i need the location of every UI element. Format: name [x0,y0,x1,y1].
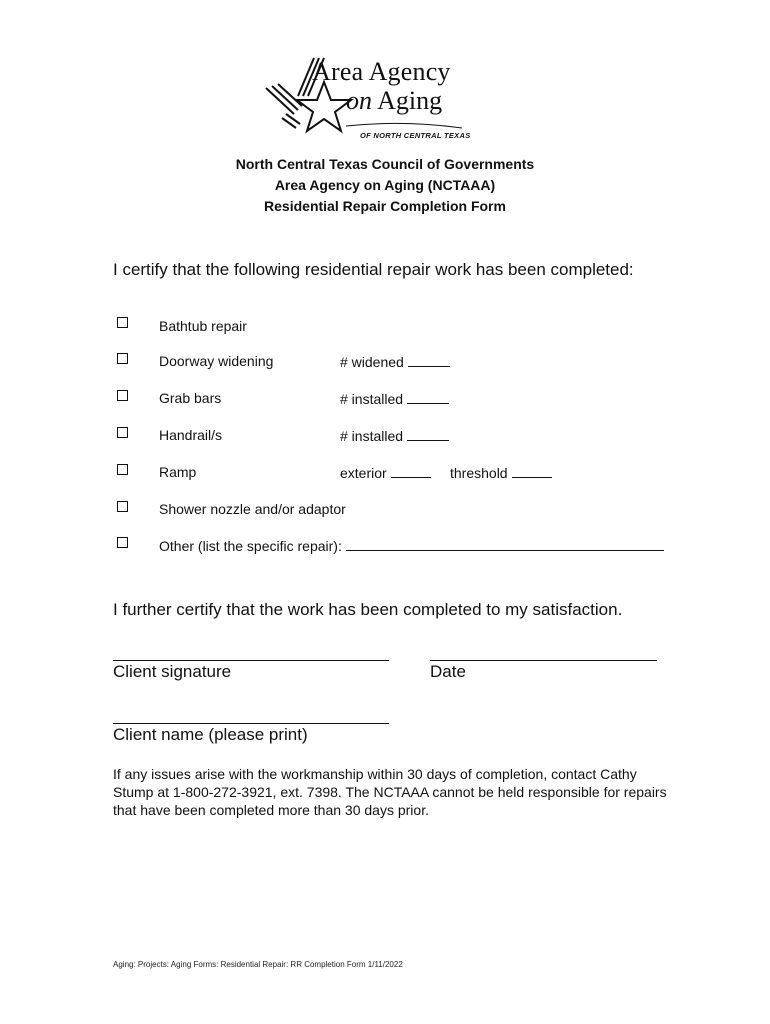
checklist-item-ramp [0,464,770,486]
other-checkbox[interactable] [117,537,128,548]
count-field-group [340,390,449,407]
doorway-checkbox[interactable] [117,353,128,364]
ramp-checkbox[interactable] [117,464,128,475]
threshold-label: threshold [450,465,508,481]
agency-logo [262,56,476,142]
installed-blank[interactable] [407,390,449,404]
form-header [0,154,770,217]
logo-on: on [346,86,372,115]
installed-blank[interactable] [407,427,449,441]
date-line[interactable] [430,660,657,661]
item-label: Bathtub repair [159,318,247,334]
bathtub-checkbox[interactable] [117,317,128,328]
agency-name: Area Agency on Aging (NCTAAA) [274,177,496,193]
installed-label: # installed [340,428,404,444]
certify-statement: I certify that the following residential repair work has been completed: [113,260,634,279]
client-name-label: Client name (please print) [113,725,308,744]
org-name: North Central Texas Council of Governments [235,156,535,172]
satisfaction-statement: I further certify that the work has been completed to my satisfaction. [113,600,623,619]
item-label: Handrail/s [159,427,223,443]
logo-title: Area Agency [312,57,451,86]
checklist-item-bathtub [0,317,770,339]
widened-blank[interactable] [408,353,450,367]
grab-bars-checkbox[interactable] [117,390,128,401]
installed-label: # installed [340,391,404,407]
logo-tagline: OF NORTH CENTRAL TEXAS [360,131,471,140]
checklist-item-handrails [0,427,770,449]
exterior-blank[interactable] [391,464,431,478]
exterior-field-group [340,464,431,481]
logo-aging: Aging [377,86,443,115]
item-label: Grab bars [159,390,222,406]
client-signature-label: Client signature [113,662,232,681]
checklist-item-grab-bars [0,390,770,412]
footer-path: Aging: Projects: Aging Forms: Residential Repair: RR Completion Form 1/11/2022 [113,960,403,969]
notice-paragraph: If any issues arise with the workmanship within 30 days of completion, contact Cathy Stump at 1-800-272-3921, ext. 7398. The NCTAAA cannot be held responsible for repairs that have been completed more than 30 days prior. [113,766,667,818]
checklist-item-other [0,537,770,559]
threshold-blank[interactable] [512,464,552,478]
client-signature-line[interactable] [113,660,389,661]
exterior-label: exterior [340,465,387,481]
logo-subtitle [346,86,442,116]
item-label: Other (list the specific repair): [159,538,342,554]
item-label: Shower nozzle and/or adaptor [159,501,346,517]
widened-label: # widened [340,354,404,370]
shower-checkbox[interactable] [117,501,128,512]
handrails-checkbox[interactable] [117,427,128,438]
client-name-line[interactable] [113,723,389,724]
count-field-group [340,427,449,444]
date-label: Date [430,662,466,681]
threshold-field-group [450,464,552,481]
other-field-group [159,537,664,554]
form-title: Residential Repair Completion Form [264,198,506,214]
item-label: Ramp [159,464,197,480]
checklist-item-doorway [0,353,770,375]
count-field-group [340,353,450,370]
checklist-item-shower [0,501,770,523]
item-label: Doorway widening [159,353,274,369]
other-repair-blank[interactable] [346,537,664,551]
